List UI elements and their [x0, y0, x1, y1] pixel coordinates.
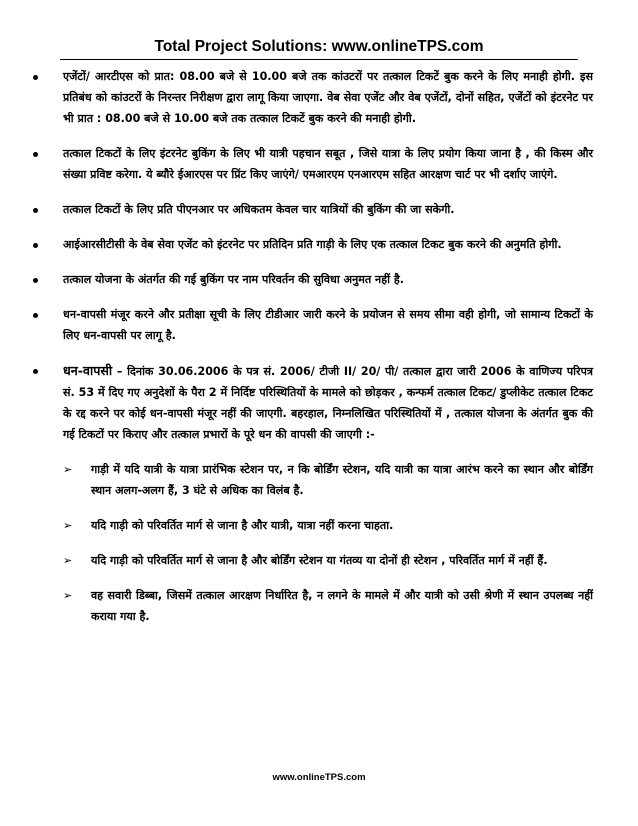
bullet-text: धन-वापसी मंजूर करने और प्रतीक्षा सूची के लिए टीडीआर जारी करने के प्रयोजन से समय सीमा वही होगी, जो सामान्य टिकटों के लिए धन-वापसी पर लागू है.: [63, 308, 593, 342]
sub-list-item: [63, 585, 593, 627]
page-footer: www.onlineTPS.com: [272, 772, 366, 783]
page-header: Total Project Solutions: www.onlineTPS.com: [154, 38, 484, 55]
bullet-icon: [33, 75, 38, 80]
refund-item: [63, 360, 593, 445]
bullet-icon: [33, 243, 38, 248]
arrow-bullet-icon: ➢: [63, 463, 73, 476]
arrow-bullet-icon: ➢: [63, 519, 73, 532]
arrow-bullet-icon: ➢: [63, 589, 73, 602]
sub-list-item: [63, 459, 593, 501]
list-item: [63, 304, 593, 346]
sub-list-item: [63, 550, 593, 571]
list-item: [63, 269, 593, 290]
list-item: [63, 199, 593, 220]
list-item: [63, 234, 593, 255]
bullet-text: तत्काल योजना के अंतर्गत की गई बुकिंग पर नाम परिवर्तन की सुविधा अनुमत नहीं है.: [63, 273, 404, 286]
list-item: [63, 143, 593, 185]
sub-item-text: यदि गाड़ी को परिवर्तित मार्ग से जाना है और यात्री, यात्रा नहीं करना चाहता.: [91, 519, 394, 532]
bullet-text: तत्काल टिकटों के लिए इंटरनेट बुकिंग के लिए भी यात्री पहचान सबूत , जिसे यात्रा के लिए प्रयोग किया जाना है , की किस्म और संख्या प्रविष्ट करेगा. ये ब्यौरे ईआरएस पर प्रिंट किए जाएंगे/ एमआरएम एनआरएम सहित आरक्षण चार्ट पर भी दर्शाए जाएंगे.: [63, 147, 593, 181]
bullet-text: आईआरसीटीसी के वेब सेवा एजेंट को इंटरनेट पर प्रतिदिन प्रति गाड़ी के लिए एक तत्काल टिकट बुक करने की अनुमति होगी.: [63, 238, 562, 251]
list-item: [63, 66, 593, 129]
sub-item-text: वह सवारी डिब्बा, जिसमें तत्काल आरक्षण निर्धारित है, न लगने के मामले में और यात्री को उसी श्रेणी में स्थान उपलब्ध नहीं कराया गया है.: [91, 589, 593, 623]
sub-list-item: [63, 515, 593, 536]
refund-text: – दिनांक 30.06.2006 के पत्र सं. 2006/ टीजी II/ 20/ पी/ तत्काल द्वारा जारी 2006 के वाणिज्य परिपत्र सं. 53 में दिए गए अनुदेशों के पैरा 2 में निर्दिष्ट परिस्थितियों के मामले को छोड़कर , कन्फर्म तत्काल टिकट/ डुप्लीकेट तत्काल टिकट के रद्द करने पर कोई धन-वापसी मंजूर नहीं की जाएगी. बहरहाल, निम्नलिखित परिस्थितियों में , तत्काल योजना के अंतर्गत बुक की गई टिकटों पर किराए और तत्काल प्रभारों के पूरे धन की वापसी की जाएगी :-: [63, 365, 593, 441]
arrow-bullet-icon: ➢: [63, 554, 73, 567]
document-body: [0, 66, 638, 641]
bullet-icon: [33, 313, 38, 318]
bullet-icon: [33, 278, 38, 283]
sub-item-text: गाड़ी में यदि यात्री के यात्रा प्रारंभिक स्टेशन पर, न कि बोर्डिंग स्टेशन, यदि यात्री का यात्रा आरंभ करने का स्थान और बोर्डिंग स्थान अलग-अलग हैं, 3 घंटे से अधिक का विलंब है.: [91, 463, 593, 497]
header-divider: [60, 59, 578, 60]
bullet-icon: [33, 208, 38, 213]
sub-item-text: यदि गाड़ी को परिवर्तित मार्ग से जाना है और बोर्डिंग स्टेशन या गंतव्य या दोनों ही स्टेशन , परिवर्तित मार्ग में नहीं हैं.: [91, 554, 548, 567]
bullet-icon: [33, 152, 38, 157]
bullet-icon: [33, 369, 38, 374]
bullet-text: तत्काल टिकटों के लिए प्रति पीएनआर पर अधिकतम केवल चार यात्रियों की बुकिंग की जा सकेगी.: [63, 203, 455, 216]
refund-lead: धन-वापसी: [63, 363, 113, 378]
bullet-text: एजेंटों/ आरटीएस को प्रात: 08.00 बजे से 10.00 बजे तक कांउटरों पर तत्काल टिकटें बुक करने के लिए मनाही होगी. इस प्रतिबंध को कांउटरों के निरन्तर निरीक्षण द्वारा लागू किया जाएगा. वेब सेवा एजेंट और वेब एजेंटों, दोनों सहित, एजेंटों को इंटरनेट पर भी प्रात : 08.00 बजे से 10.00 बजे तक तत्काल टिकटें बुक करने की मनाही होगी.: [63, 70, 593, 125]
